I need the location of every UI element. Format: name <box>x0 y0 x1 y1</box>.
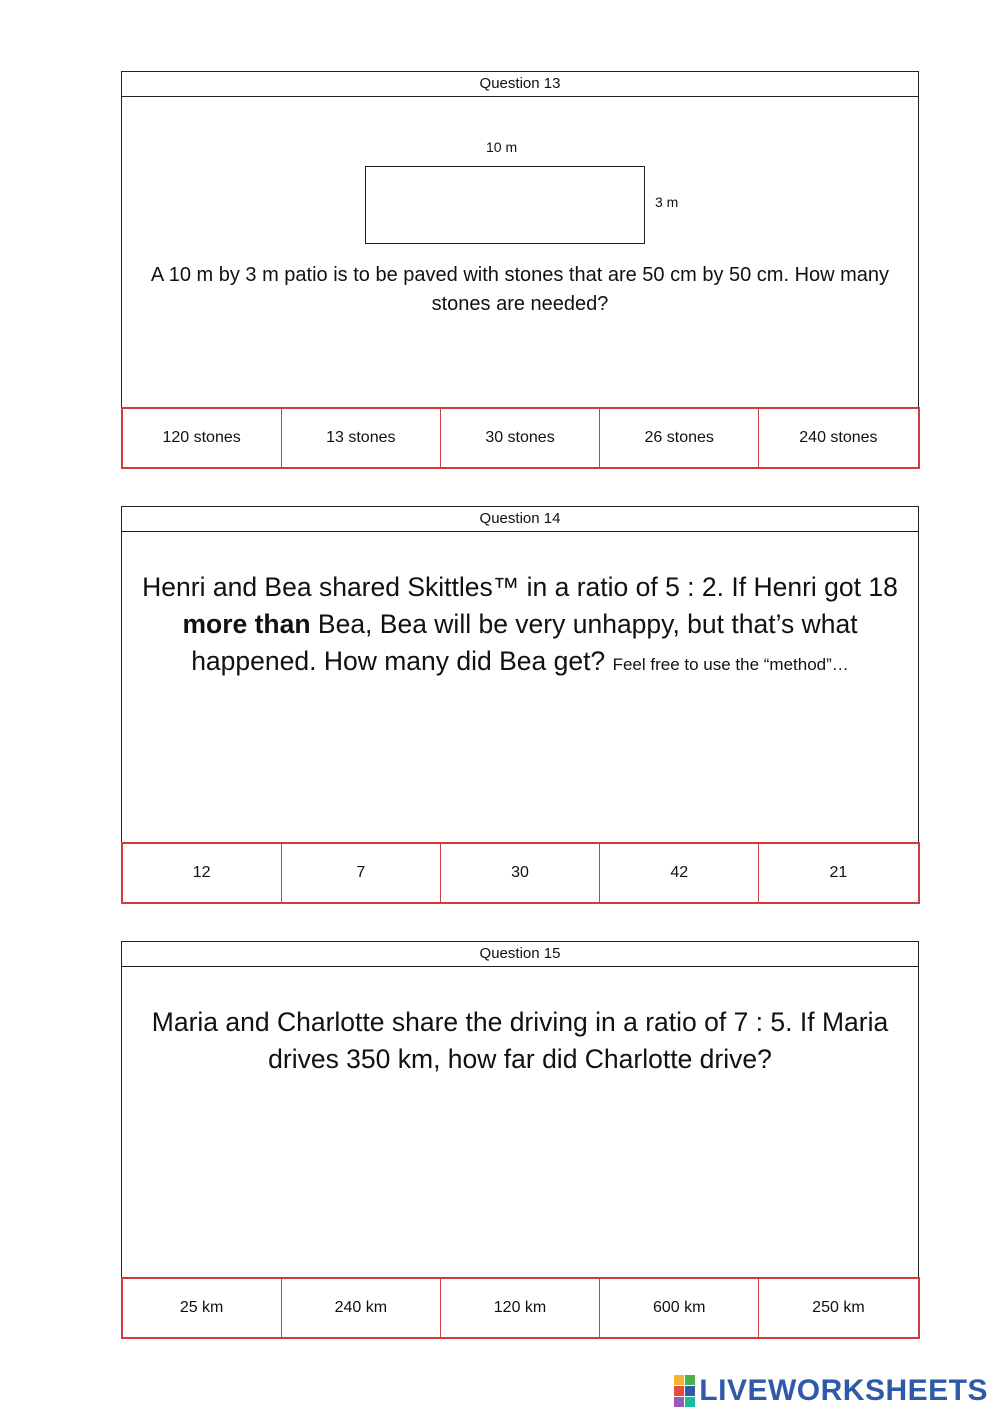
height-label: 3 m <box>655 194 679 210</box>
brand-logo[interactable] <box>674 1374 988 1408</box>
answer-option[interactable]: 7 <box>282 844 441 902</box>
answer-options <box>121 407 920 469</box>
liveworksheets-logo-icon <box>674 1375 695 1407</box>
question-title: Question 15 <box>122 942 918 967</box>
question-title: Question 13 <box>122 72 918 97</box>
answer-option[interactable]: 600 km <box>600 1279 759 1337</box>
question-title: Question 14 <box>122 507 918 532</box>
answer-option[interactable]: 42 <box>600 844 759 902</box>
width-label: 10 m <box>486 139 518 155</box>
answer-options <box>121 842 920 904</box>
patio-rectangle <box>365 166 645 244</box>
answer-option[interactable]: 26 stones <box>600 409 759 467</box>
answer-option[interactable]: 30 stones <box>441 409 600 467</box>
question-text-emphasis: more than <box>182 609 311 639</box>
question-body <box>122 967 918 1337</box>
answer-option[interactable]: 240 stones <box>799 428 878 446</box>
answer-option[interactable]: 120 stones <box>123 409 282 467</box>
answer-option[interactable]: 30 <box>441 844 600 902</box>
answer-option[interactable]: 240 km <box>282 1279 441 1337</box>
question-body <box>122 532 918 902</box>
answer-option[interactable]: 250 km <box>812 1298 865 1316</box>
question-text-part: Henri and Bea shared Skittles™ in a ratio of 5 : 2. If Henri got 18 <box>142 572 898 602</box>
question-text <box>122 569 918 683</box>
question-card-15 <box>121 941 919 1338</box>
answer-option[interactable]: 21 <box>829 863 848 881</box>
answer-option[interactable]: 120 km <box>441 1279 600 1337</box>
brand-name: LIVEWORKSHEETS <box>699 1374 988 1407</box>
hint-text: Feel free to use the “method”… <box>612 655 849 674</box>
question-text: Maria and Charlotte share the driving in a ratio of 7 : 5. If Maria drives 350 km, how far did Charlotte drive? <box>151 1007 889 1074</box>
question-text: A 10 m by 3 m patio is to be paved with stones that are 50 cm by 50 cm. How many stones are needed? <box>150 264 890 315</box>
question-card-13 <box>121 71 919 468</box>
answer-options <box>121 1277 920 1339</box>
question-card-14 <box>121 506 919 903</box>
answer-option[interactable]: 25 km <box>123 1279 282 1337</box>
question-text-part: Bea, Bea will be very unhappy, but that’s what happened. How many did Bea get? <box>191 609 858 676</box>
answer-option[interactable]: 13 stones <box>282 409 441 467</box>
question-body <box>122 97 918 467</box>
answer-option[interactable]: 12 <box>123 844 282 902</box>
